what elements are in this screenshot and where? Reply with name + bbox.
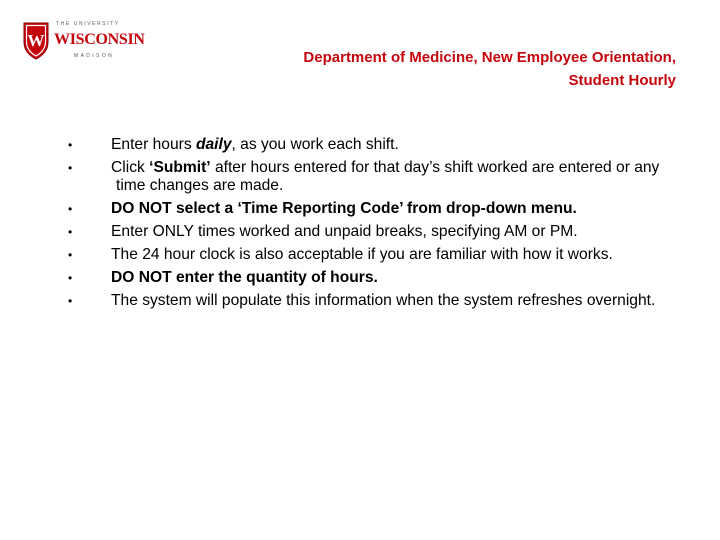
- bullet-icon: •: [68, 248, 73, 262]
- list-item-text: Enter ONLY times worked and unpaid breaks, specifying AM or PM.: [111, 223, 578, 240]
- list-item-text: The 24 hour clock is also acceptable if you are familiar with how it works.: [111, 246, 613, 263]
- university-crest-icon: [22, 20, 50, 60]
- bullet-icon: •: [68, 138, 73, 152]
- list-item: [68, 159, 688, 195]
- title-line-1: Department of Medicine, New Employee Orientation,: [303, 49, 676, 66]
- bullet-icon: •: [68, 271, 73, 285]
- list-item: [68, 292, 688, 310]
- list-item-text: DO NOT select a ‘Time Reporting Code’ from drop-down menu.: [111, 200, 577, 217]
- logo-name: WISCONSIN: [54, 31, 145, 48]
- bullet-icon: •: [68, 161, 73, 175]
- list-item: [68, 269, 688, 287]
- list-item-text: The system will populate this information when the system refreshes overnight.: [111, 292, 656, 309]
- logo-top-text: THE UNIVERSITY: [56, 21, 120, 27]
- bullet-icon: •: [68, 294, 73, 308]
- logo-city: MADISON: [74, 53, 115, 59]
- university-logo: [22, 20, 145, 68]
- list-item: [68, 200, 688, 218]
- bullet-list: [68, 136, 688, 315]
- bullet-icon: •: [68, 202, 73, 216]
- list-item-text: DO NOT enter the quantity of hours.: [111, 269, 378, 286]
- crest-letter: W: [27, 31, 45, 50]
- title-line-2: Student Hourly: [568, 72, 676, 89]
- list-item-text: Click ‘Submit’ after hours entered for that day’s shift worked are entered or any time changes are made.: [111, 159, 660, 194]
- list-item: [68, 223, 688, 241]
- bullet-icon: •: [68, 225, 73, 239]
- list-item-text: Enter hours daily, as you work each shift.: [111, 136, 399, 153]
- list-item: [68, 136, 688, 154]
- list-item: [68, 246, 688, 264]
- page-title: [156, 46, 676, 92]
